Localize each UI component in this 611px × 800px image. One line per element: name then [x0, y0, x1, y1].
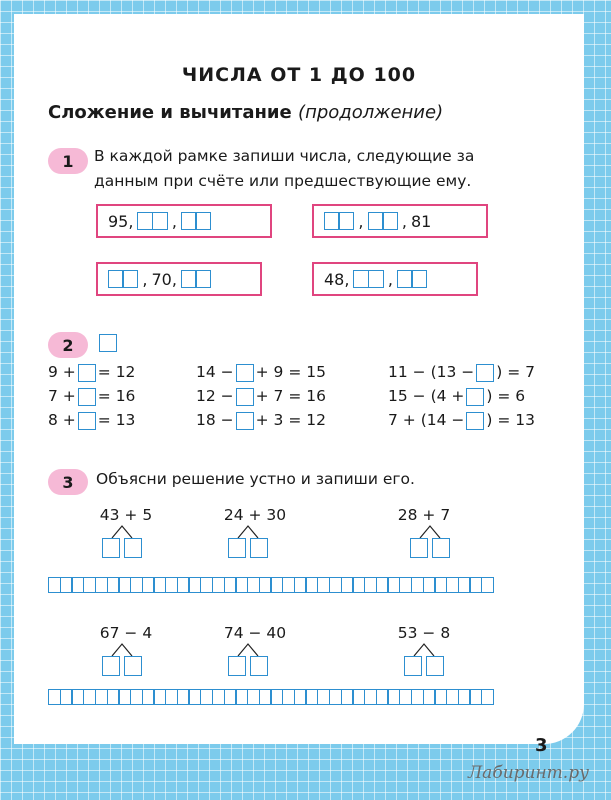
- eq-pre: 7 + (14 −: [388, 411, 465, 429]
- frame-1-sep: ,: [171, 211, 177, 231]
- watermark-logo: Лабиринт.ру: [468, 763, 589, 783]
- expression-block: [220, 624, 290, 678]
- task-2-empty-box-icon: [99, 334, 117, 352]
- task-3-text: Объясни решение устно и запиши его.: [96, 470, 415, 488]
- answer-box[interactable]: [181, 270, 211, 288]
- frame-1-given: 95,: [108, 211, 134, 231]
- task-1-text: [94, 144, 474, 194]
- expression-block: [220, 506, 290, 560]
- eq-pre: 15 − (4 +: [388, 387, 465, 405]
- eq-post: = 13: [97, 411, 136, 429]
- answer-box[interactable]: [78, 412, 96, 430]
- number-frame-4: [312, 262, 478, 296]
- answer-box[interactable]: [78, 388, 96, 406]
- eq-post: = 16: [97, 387, 136, 405]
- eq-pre: 11 − (13 −: [388, 363, 475, 381]
- workbook-page: [14, 14, 584, 744]
- frame-2-sep: ,: [358, 211, 364, 231]
- eq-pre: 14 −: [196, 363, 234, 381]
- number-frame-2: [312, 204, 488, 238]
- section-subtitle: [48, 102, 443, 123]
- answer-box[interactable]: [324, 212, 354, 230]
- task-2-column-1: [48, 360, 135, 432]
- expression: 43 + 5: [99, 506, 153, 524]
- eq-pre: 12 −: [196, 387, 234, 405]
- eq-pre: 9 +: [48, 363, 76, 381]
- answer-cell[interactable]: [481, 689, 494, 705]
- eq-post: + 7 = 16: [255, 387, 326, 405]
- expression-block: [96, 506, 156, 560]
- expression: 28 + 7: [397, 506, 451, 524]
- eq-post: + 9 = 15: [255, 363, 326, 381]
- expression-block: [394, 506, 454, 560]
- expression: 53 − 8: [397, 624, 451, 642]
- decomposition-boxes[interactable]: [404, 642, 444, 678]
- eq-post: = 12: [97, 363, 136, 381]
- frame-2-given: 81: [411, 211, 432, 231]
- answer-cell-row[interactable]: [48, 577, 494, 593]
- page-title: ЧИСЛА ОТ 1 ДО 100: [181, 64, 417, 86]
- task-1-text-line1: В каждой рамке запиши числа, следующие за: [94, 147, 475, 165]
- expression: 67 − 4: [99, 624, 153, 642]
- eq-pre: 8 +: [48, 411, 76, 429]
- expression-block: [394, 624, 454, 678]
- expression: 24 + 30: [223, 506, 287, 524]
- decomposition-boxes[interactable]: [410, 524, 450, 560]
- answer-box[interactable]: [466, 412, 484, 430]
- answer-box[interactable]: [368, 212, 398, 230]
- task-2-column-3: [388, 360, 535, 432]
- number-frame-1: [96, 204, 272, 238]
- task-2-column-2: [196, 360, 326, 432]
- answer-box[interactable]: [236, 388, 254, 406]
- answer-box[interactable]: [236, 412, 254, 430]
- answer-box[interactable]: [137, 212, 167, 230]
- answer-box[interactable]: [78, 364, 96, 382]
- page-number: 3: [535, 735, 548, 756]
- frame-4-given: 48,: [324, 269, 350, 289]
- answer-cell[interactable]: [481, 577, 494, 593]
- task-1-badge: 1: [48, 148, 88, 174]
- frame-3-given: 70,: [151, 269, 177, 289]
- task-2-badge: 2: [48, 332, 88, 358]
- expression: 74 − 40: [223, 624, 287, 642]
- answer-box[interactable]: [181, 212, 211, 230]
- answer-box[interactable]: [397, 270, 427, 288]
- subtitle-note: (продолжение): [298, 102, 444, 123]
- task-3-badge: 3: [48, 469, 88, 495]
- decomposition-boxes[interactable]: [102, 642, 142, 678]
- decomposition-boxes[interactable]: [228, 642, 268, 678]
- answer-box[interactable]: [353, 270, 383, 288]
- eq-pre: 18 −: [196, 411, 234, 429]
- answer-box[interactable]: [236, 364, 254, 382]
- frame-3-sep: ,: [142, 269, 148, 289]
- eq-post: ) = 7: [496, 363, 535, 381]
- expression-block: [96, 624, 156, 678]
- answer-cell-row[interactable]: [48, 689, 494, 705]
- frame-4-sep: ,: [387, 269, 393, 289]
- answer-box[interactable]: [108, 270, 138, 288]
- eq-post: + 3 = 12: [255, 411, 326, 429]
- answer-box[interactable]: [466, 388, 484, 406]
- task-1-text-line2: данным при счёте или предшествующие ему.: [94, 172, 472, 190]
- eq-pre: 7 +: [48, 387, 76, 405]
- subtitle-main: Сложение и вычитание: [48, 102, 292, 123]
- eq-post: ) = 13: [486, 411, 536, 429]
- number-frame-3: [96, 262, 262, 296]
- frame-2-sep: ,: [401, 211, 407, 231]
- eq-post: ) = 6: [486, 387, 526, 405]
- decomposition-boxes[interactable]: [102, 524, 142, 560]
- answer-box[interactable]: [476, 364, 494, 382]
- decomposition-boxes[interactable]: [228, 524, 268, 560]
